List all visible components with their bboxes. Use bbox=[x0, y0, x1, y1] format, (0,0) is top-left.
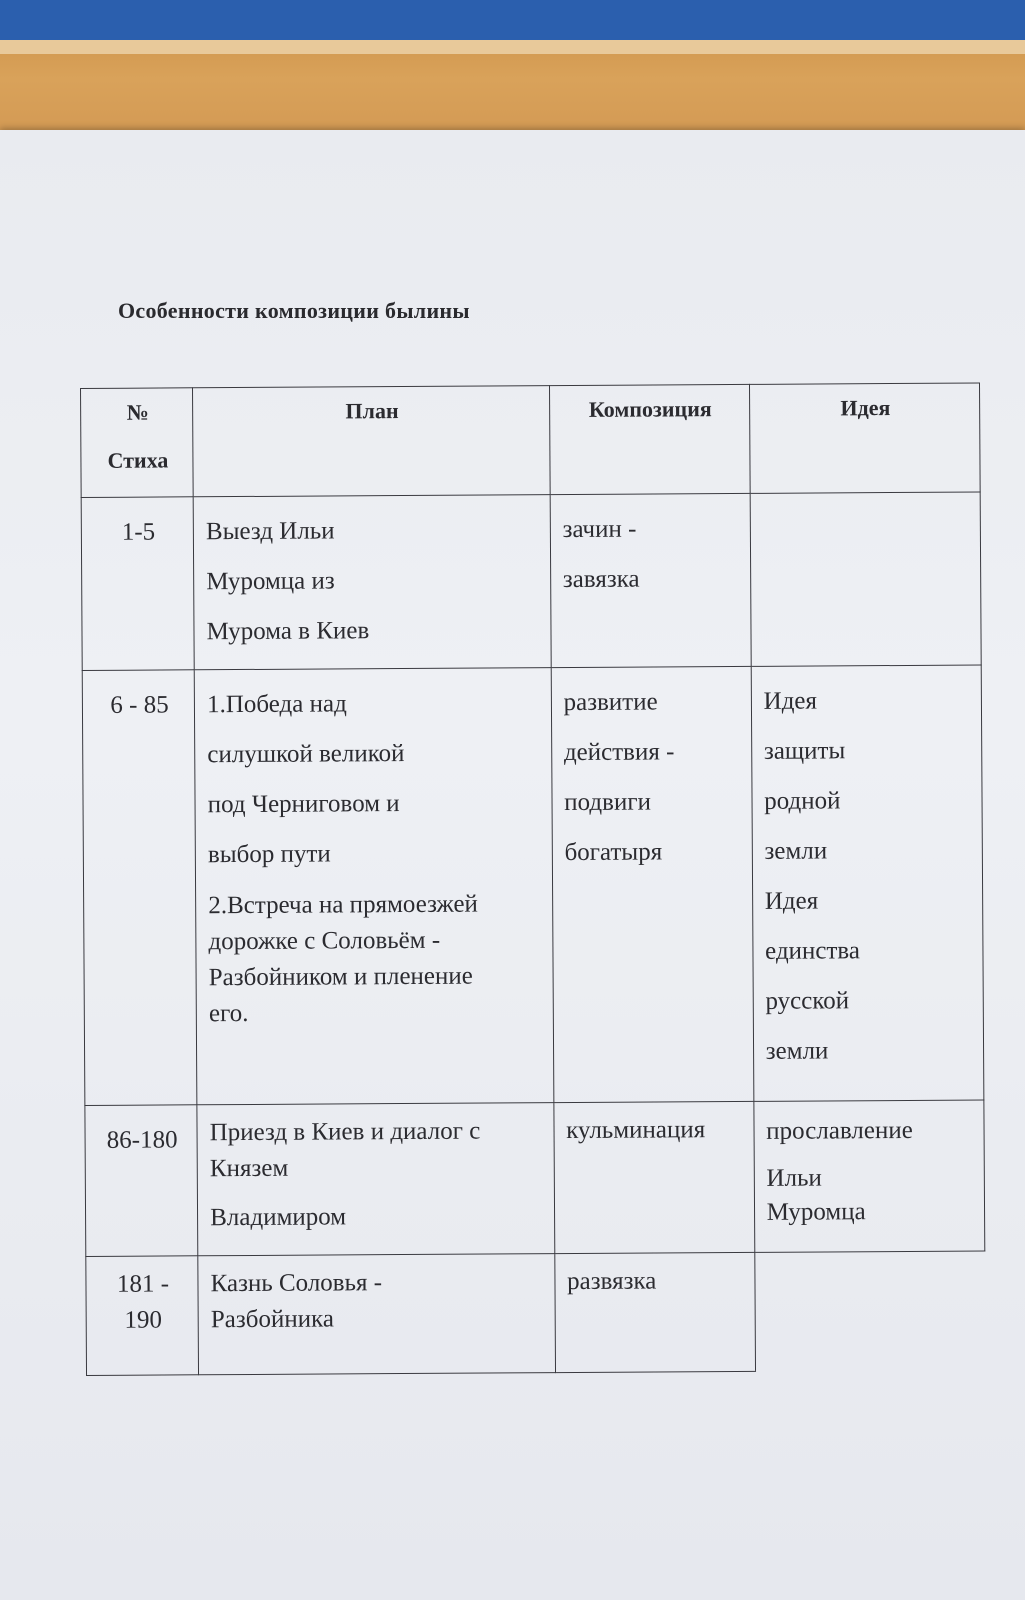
idea-line: защиты bbox=[763, 737, 846, 765]
composition-line: подвиги bbox=[564, 788, 651, 817]
plan-line: его. bbox=[208, 999, 249, 1028]
cell-idea bbox=[754, 1100, 985, 1252]
plan-line: Князем bbox=[209, 1154, 289, 1183]
cell-verses: 86-180 bbox=[85, 1105, 198, 1257]
cell-composition bbox=[550, 493, 751, 667]
cell-verses: 6 - 85 bbox=[82, 670, 197, 1106]
idea-line: земли bbox=[764, 837, 828, 865]
table-row bbox=[82, 665, 984, 1105]
plan-line: Казнь Соловья - bbox=[210, 1269, 383, 1298]
cell-idea bbox=[754, 1251, 985, 1371]
cell-plan bbox=[198, 1254, 555, 1375]
cell-idea bbox=[750, 492, 981, 666]
plan-line: силушкой великой bbox=[207, 740, 405, 769]
idea-line: родной bbox=[764, 787, 841, 815]
plan-line: дорожке с Соловьём - bbox=[208, 926, 441, 956]
cell-composition: развязка bbox=[554, 1252, 755, 1372]
plan-line: под Черниговом и bbox=[207, 790, 400, 819]
idea-line: прославление bbox=[766, 1116, 913, 1145]
header-num-label: Стиха bbox=[107, 447, 169, 473]
table-row bbox=[81, 492, 981, 670]
header-num-symbol: № bbox=[126, 399, 149, 425]
plan-line: Мурома в Киев bbox=[206, 617, 370, 646]
table-header-row bbox=[81, 383, 981, 497]
plan-line: Владимиром bbox=[210, 1203, 347, 1232]
idea-line: Идея bbox=[764, 887, 819, 915]
plan-line: Муромца из bbox=[206, 567, 335, 596]
cell-verses: 1-5 bbox=[81, 497, 194, 671]
cell-composition: кульминация bbox=[554, 1101, 755, 1253]
plan-line: выбор пути bbox=[207, 840, 331, 869]
composition-line: завязка bbox=[562, 565, 640, 594]
plan-line: 1.Победа над bbox=[206, 690, 347, 719]
cell-plan bbox=[193, 495, 551, 670]
plan-line: Приезд в Киев и диалог с bbox=[209, 1117, 481, 1147]
cell-plan bbox=[194, 668, 553, 1105]
composition-line: зачин - bbox=[562, 515, 637, 544]
plan-line: 2.Встреча на прямоезжей bbox=[208, 890, 478, 920]
cell-idea bbox=[751, 665, 984, 1101]
idea-line: Муромца bbox=[766, 1198, 866, 1226]
idea-line: Идея bbox=[763, 687, 818, 715]
cell-plan bbox=[197, 1103, 554, 1256]
plan-line: Выезд Ильи bbox=[205, 517, 335, 546]
cell-verses bbox=[86, 1256, 199, 1376]
header-verse-number bbox=[81, 388, 194, 498]
table-row bbox=[85, 1100, 985, 1256]
verses-line: 190 bbox=[124, 1306, 163, 1334]
composition-line: действия - bbox=[563, 738, 675, 767]
table-row bbox=[86, 1251, 986, 1375]
idea-line: единства bbox=[765, 937, 861, 965]
header-composition: Композиция bbox=[549, 384, 750, 494]
plan-line: Разбойником и пленение bbox=[208, 962, 473, 992]
header-idea: Идея bbox=[749, 383, 980, 493]
composition-line: развитие bbox=[563, 688, 658, 717]
idea-line: русской bbox=[765, 987, 850, 1015]
idea-line: земли bbox=[765, 1037, 829, 1065]
plan-line: Разбойника bbox=[210, 1305, 334, 1334]
composition-table bbox=[80, 383, 986, 1376]
idea-line: Ильи bbox=[766, 1164, 822, 1192]
desk-edge bbox=[0, 40, 1025, 54]
header-plan: План bbox=[193, 386, 550, 497]
composition-line: богатыря bbox=[564, 838, 663, 867]
verses-line: 181 - bbox=[116, 1270, 170, 1298]
cell-composition bbox=[551, 666, 754, 1102]
document-title: Особенности композиции былины bbox=[118, 298, 470, 323]
